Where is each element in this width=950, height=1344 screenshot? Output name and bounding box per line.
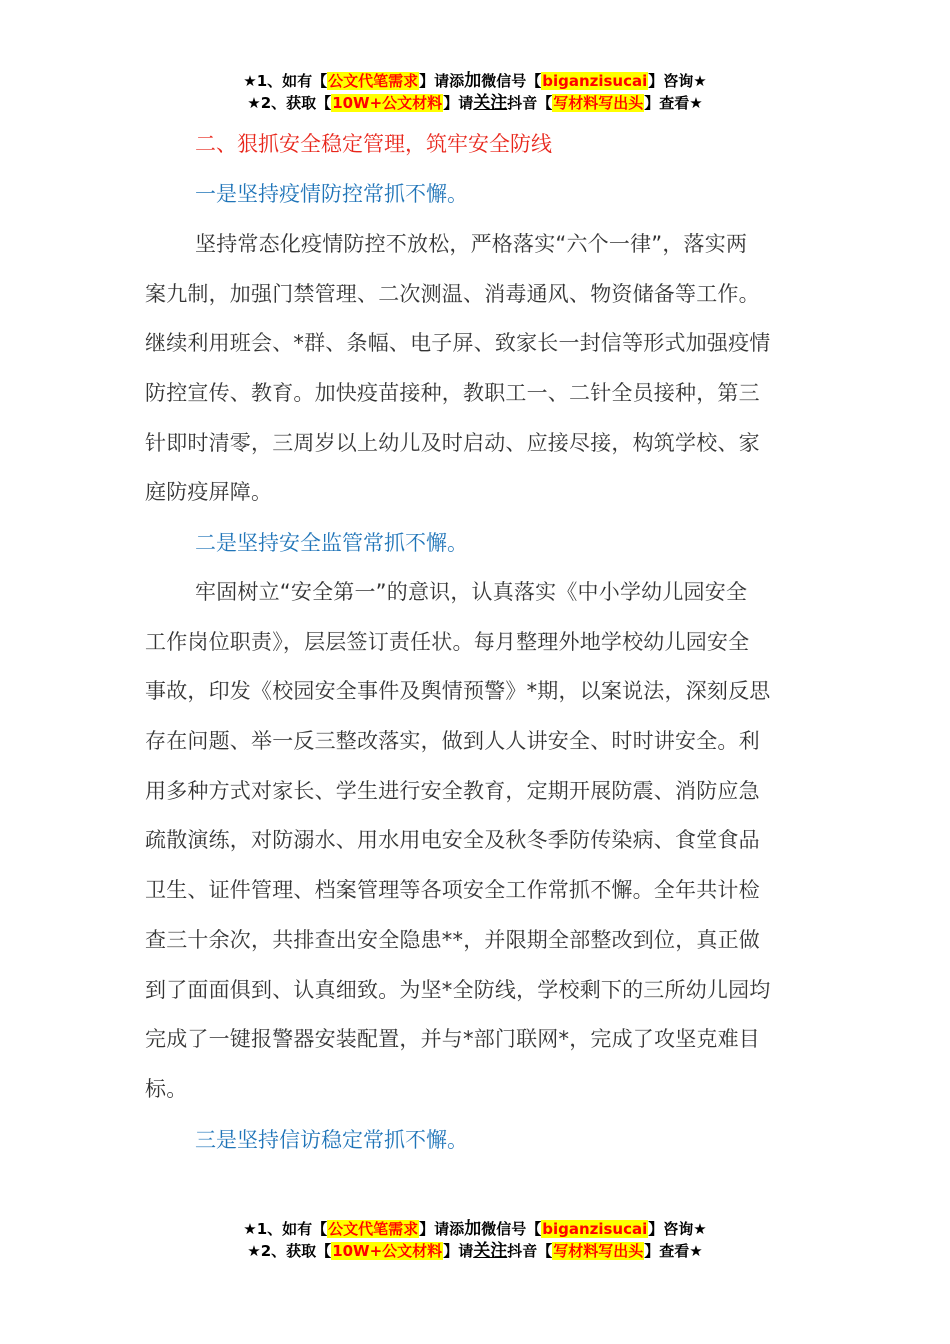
banner-emphasis: 加 (464, 71, 482, 91)
banner-text: 】请 (443, 94, 474, 112)
paragraph-line: 疏散演练，对防溺水、用水用电安全及秋冬季防传染病、食堂食品 (145, 828, 760, 853)
banner-emphasis: 关注 (473, 1241, 508, 1261)
banner-text: 】咨询★ (648, 72, 707, 90)
sub-heading: 三是坚持信访稳定常抓不懈。 (195, 1128, 468, 1152)
section-title: 二、狠抓安全稳定管理，筑牢安全防线 (195, 132, 552, 156)
paragraph-line: 工作岗位职责》，层层签订责任状。每月整理外地学校幼儿园安全 (145, 629, 750, 654)
paragraph-line: 坚持常态化疫情防控不放松，严格落实“六个一律”，落实两 (195, 232, 748, 256)
banner-text: 】查看★ (644, 1242, 703, 1260)
banner-text: 微信号【 (481, 72, 542, 90)
top-banner (0, 70, 950, 114)
paragraph-line: 用多种方式对家长、学生进行安全教育，定期开展防震、消防应急 (145, 778, 760, 803)
banner-text: ★2、获取【 (247, 1242, 332, 1260)
banner-text: 】请 (443, 1242, 474, 1260)
banner-line-2 (0, 1240, 950, 1262)
banner-text: 抖音【 (507, 94, 553, 112)
banner-highlight: 10W+公文材料 (332, 1242, 443, 1260)
banner-highlight: 写材料写出头 (553, 1242, 644, 1260)
banner-emphasis: 加 (464, 1219, 482, 1239)
paragraph-line: 防控宣传、教育。加快疫苗接种，教职工一、二针全员接种，第三 (145, 381, 760, 406)
bottom-banner (0, 1218, 950, 1262)
paragraph-line: 针即时清零，三周岁以上幼儿及时启动、应接尽接，构筑学校、家 (145, 430, 760, 455)
banner-text: 】请添 (419, 72, 465, 90)
banner-highlight: 10W+公文材料 (332, 94, 443, 112)
banner-text: 】咨询★ (648, 1220, 707, 1238)
paragraph-line: 存在问题、举一反三整改落实，做到人人讲安全、时时讲安全。利 (145, 729, 760, 754)
banner-line-2 (0, 92, 950, 114)
paragraph (145, 568, 810, 1115)
sub-heading: 二是坚持安全监管常抓不懈。 (195, 531, 468, 555)
banner-text: ★1、如有【 (243, 1220, 328, 1238)
paragraph-line: 庭防疫屏障。 (145, 480, 273, 505)
banner-line-1 (0, 1218, 950, 1240)
paragraph-line: 事故，印发《校园安全事件及舆情预警》*期，以案说法，深刻反思 (145, 679, 771, 704)
banner-text: ★2、获取【 (247, 94, 332, 112)
banner-text: ★1、如有【 (243, 72, 328, 90)
banner-text: 】请添 (419, 1220, 465, 1238)
paragraph-line: 卫生、证件管理、档案管理等各项安全工作常抓不懈。全年共计检 (145, 878, 760, 903)
banner-highlight: 公文代笔需求 (328, 1220, 419, 1238)
banner-highlight: biganzisucai (542, 1220, 648, 1238)
banner-emphasis: 关注 (473, 93, 508, 113)
banner-line-1 (0, 70, 950, 92)
paragraph-line: 完成了一键报警器安装配置，并与*部门联网*，完成了攻坚克难目 (145, 1027, 760, 1052)
paragraph-line: 标。 (145, 1076, 188, 1101)
banner-highlight: 公文代笔需求 (328, 72, 419, 90)
sub-heading: 一是坚持疫情防控常抓不懈。 (195, 182, 468, 206)
banner-highlight: 写材料写出头 (553, 94, 644, 112)
paragraph-line: 继续利用班会、*群、条幅、电子屏、致家长一封信等形式加强疫情 (145, 331, 771, 356)
paragraph-line: 查三十余次，共排查出安全隐患**，并限期全部整改到位，真正做 (145, 927, 760, 952)
paragraph-line: 到了面面俱到、认真细致。为坚*全防线，学校剩下的三所幼儿园均 (145, 977, 771, 1002)
banner-text: 微信号【 (481, 1220, 542, 1238)
paragraph-line: 牢固树立“安全第一”的意识，认真落实《中小学幼儿园安全 (195, 580, 748, 604)
banner-text: 抖音【 (507, 1242, 553, 1260)
banner-text: 】查看★ (644, 94, 703, 112)
paragraph-line: 案九制，加强门禁管理、二次测温、消毒通风、物资储备等工作。 (145, 281, 760, 306)
paragraph (145, 220, 810, 518)
banner-highlight: biganzisucai (542, 72, 648, 90)
